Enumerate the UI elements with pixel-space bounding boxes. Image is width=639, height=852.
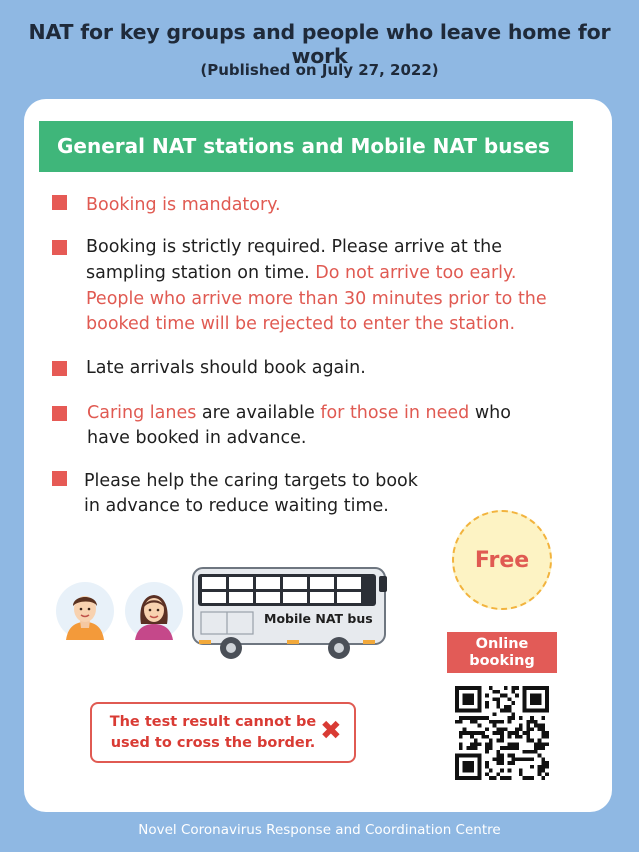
bus-label: Mobile NAT bus [264, 611, 373, 626]
online-booking-label [447, 632, 557, 673]
item-text-line: Please help the caring targets to book [84, 471, 418, 491]
item-text-line [87, 400, 511, 426]
warning-line: The test result cannot be [109, 714, 317, 730]
border-warning [90, 702, 356, 763]
warning-line: used to cross the border. [110, 735, 316, 751]
item-text-line [86, 260, 516, 286]
bullet-icon [52, 195, 67, 210]
item-text-line: Booking is strictly required. Please arrive at the [86, 237, 503, 257]
bullet-icon [52, 361, 67, 376]
mobile-nat-bus-illustration [191, 566, 391, 662]
close-icon: ✖ [320, 716, 342, 746]
page-title: NAT for key groups and people who leave home for work [28, 20, 611, 68]
item-text-line: People who arrive more than 30 minutes prior to the [86, 289, 547, 309]
item-text-highlight: for those in need [320, 403, 470, 423]
online-booking-line: booking [469, 653, 535, 669]
item-text: Booking is mandatory. [86, 195, 281, 215]
free-badge: Free [452, 510, 552, 610]
item-text-highlight: Do not arrive too early. [315, 263, 517, 283]
woman-avatar-icon [125, 582, 183, 640]
item-text-line: have booked in advance. [87, 428, 307, 448]
item-text-highlight: Caring lanes [87, 403, 197, 423]
bullet-icon [52, 240, 67, 255]
warning-text [108, 712, 318, 754]
man-avatar-icon [56, 582, 114, 640]
bullet-icon [52, 406, 67, 421]
item-text-line: booked time will be rejected to enter the station. [86, 314, 516, 334]
item-text-plain: who [469, 403, 511, 423]
qr-code-icon[interactable] [455, 686, 549, 780]
item-text-line: in advance to reduce waiting time. [84, 496, 389, 516]
online-booking-line: Online [475, 636, 529, 652]
footer-organization: Novel Coronavirus Response and Coordination Centre [138, 822, 501, 838]
item-text-plain: sampling station on time. [86, 263, 316, 283]
bullet-icon [52, 471, 67, 486]
published-date: (Published on July 27, 2022) [200, 61, 439, 79]
item-text: Late arrivals should book again. [86, 358, 366, 378]
section-title: General NAT stations and Mobile NAT buses [39, 121, 573, 172]
item-text-plain: are available [196, 403, 321, 423]
